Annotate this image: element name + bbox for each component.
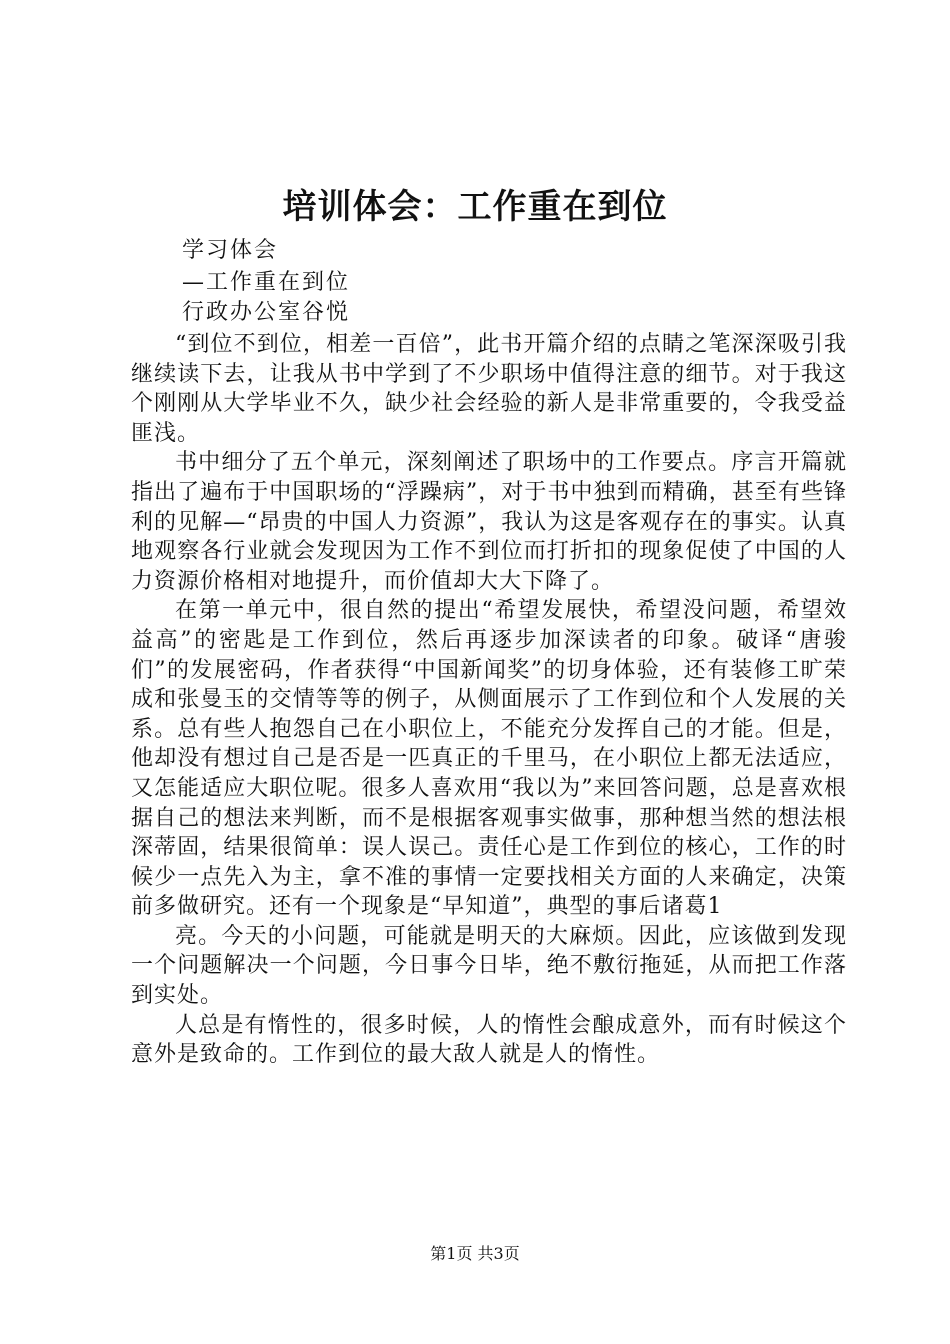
document-author: 行政办公室谷悦: [182, 300, 351, 325]
page-footer: 第1页 共3页: [430, 1244, 520, 1263]
paragraph-2: 书中细分了五个单元，深刻阐述了职场中的工作要点。序言开篇就指出了遍布于中国职场的“浮躁病”，对于书中独到而精确，甚至有些锋利的见解—“昂贵的中国人力资源”，我认为这是客观存在的事实。认真地观察各行业就会发现因为工作不到位而打折扣的现象促使了中国的人力资源价格相对地提升，而价值却大大下降了。: [131, 450, 847, 594]
paragraph-1: “到位不到位，相差一百倍”，此书开篇介绍的点睛之笔深深吸引我继续读下去，让我从书中学到了不少职场中值得注意的细节。对于我这个刚刚从大学毕业不久，缺少社会经验的新人是非常重要的，令我受益匪浅。: [131, 332, 847, 446]
document-subheading: —工作重在到位: [182, 270, 351, 295]
paragraph-3: 在第一单元中，很自然的提出“希望发展快，希望没问题，希望效益高”的密匙是工作到位，然后再逐步加深读者的印象。破译“唐骏们”的发展密码，作者获得“中国新闻奖”的切身体验，还有装修工旷荣成和张曼玉的交情等等的例子，从侧面展示了工作到位和个人发展的关系。总有些人抱怨自己在小职位上，不能充分发挥自己的才能。但是，他却没有想过自己是否是一匹真正的千里马，在小职位上都无法适应，又怎能适应大职位呢。很多人喜欢用“我以为”来回答问题，总是喜欢根据自己的想法来判断，而不是根据客观事实做事，那种想当然的想法根深蒂固，结果很简单：误人误己。责任心是工作到位的核心，工作的时候少一点先入为主，拿不准的事情一定要找相关方面的人来确定，决策前多做研究。还有一个现象是“早知道”，典型的事后诸葛1: [131, 598, 847, 920]
paragraph-5: 人总是有惰性的，很多时候，人的惰性会酿成意外，而有时候这个意外是致命的。工作到位的最大敌人就是人的惰性。: [131, 1012, 847, 1068]
document-body: [131, 330, 847, 1070]
paragraph-4: 亮。今天的小问题，可能就是明天的大麻烦。因此，应该做到发现一个问题解决一个问题，今日事今日毕，绝不敷衍拖延，从而把工作落到实处。: [131, 923, 847, 1009]
document-title: 培训体会：工作重在到位: [282, 187, 668, 227]
document-subtitle: 学习体会: [182, 238, 279, 263]
